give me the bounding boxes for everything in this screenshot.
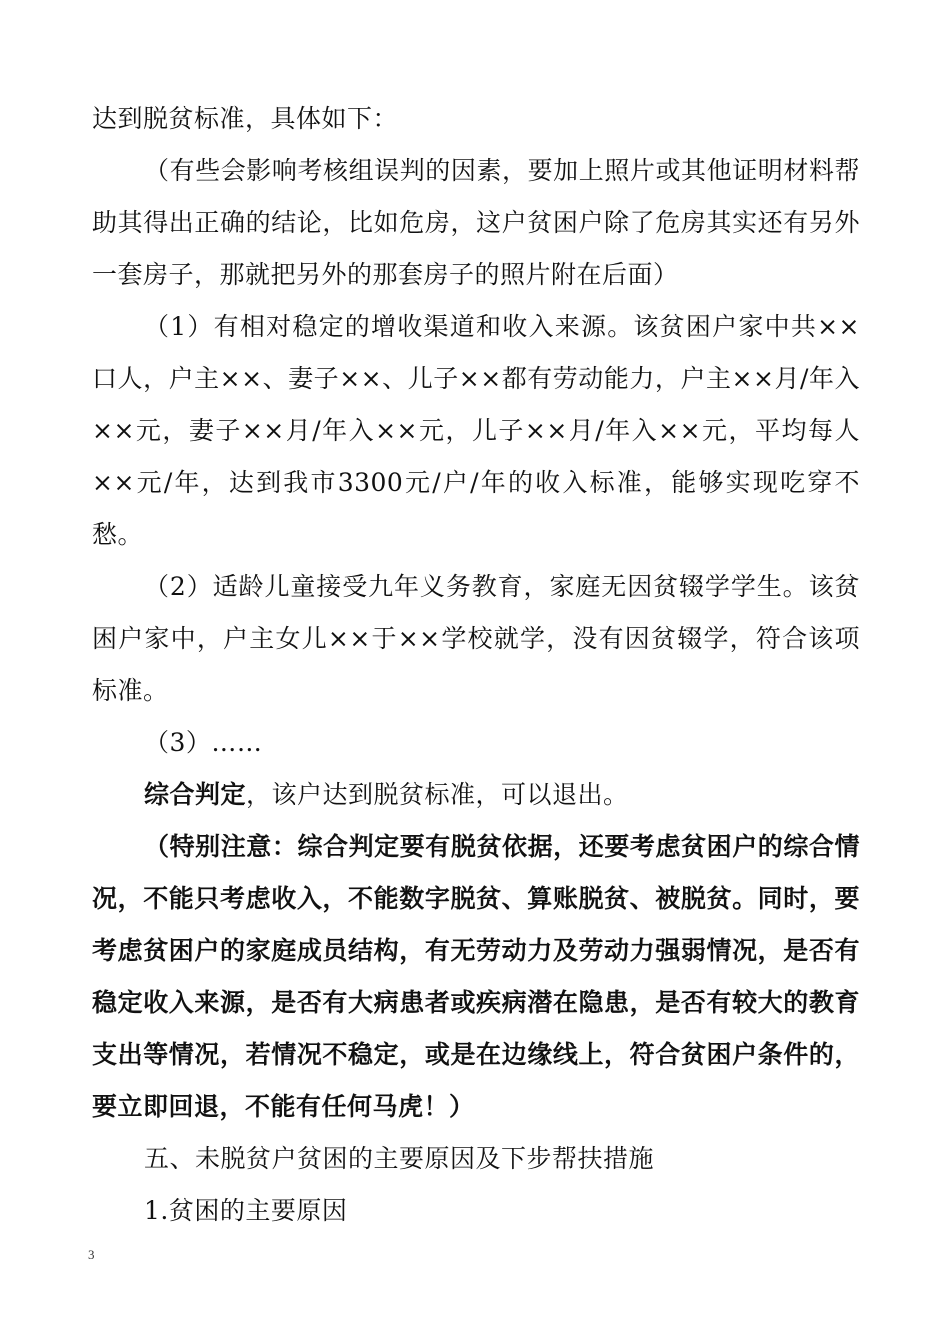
paragraph-income-criterion: （1）有相对稳定的增收渠道和收入来源。该贫困户家中共××口人，户主××、妻子××、儿子××都有劳动能力，户主××月/年入××元，妻子××月/年入××元，儿子××月/年入××元，平均每人××元/年，达到我市3300元/户/年的收入标准，能够实现吃穿不愁。: [92, 312, 860, 549]
paragraph-more-criteria: （3）……: [144, 728, 263, 757]
paragraph-overall-judgment: [92, 769, 860, 821]
paragraph-education-criterion: （2）适龄儿童接受九年义务教育，家庭无因贫辍学学生。该贫困户家中，户主女儿××于××学校就学，没有因贫辍学，符合该项标准。: [92, 572, 860, 705]
page-number: 3: [88, 1247, 95, 1262]
paragraph-evidence-note: （有些会影响考核组误判的因素，要加上照片或其他证明材料帮助其得出正确的结论，比如危房，这户贫困户除了危房其实还有另外一套房子，那就把另外的那套房子的照片附在后面）: [92, 156, 860, 289]
section-heading-five: 五、未脱贫户贫困的主要原因及下步帮扶措施: [144, 1144, 655, 1173]
paragraph-special-attention: （特别注意：综合判定要有脱贫依据，还要考虑贫困户的综合情况，不能只考虑收入，不能数字脱贫、算账脱贫、被脱贫。同时，要考虑贫困户的家庭成员结构，有无劳动力及劳动力强弱情况，是否有稳定收入来源，是否有大病患者或疾病潜在隐患，是否有较大的教育支出等情况，若情况不稳定，或是在边缘线上，符合贫困户条件的，要立即回退，不能有任何马虎！）: [92, 832, 860, 1121]
paragraph-standard-intro: 达到脱贫标准，具体如下：: [92, 104, 399, 133]
overall-judgment-text: ，该户达到脱贫标准，可以退出。: [246, 780, 629, 809]
overall-judgment-lead: 综合判定: [144, 780, 247, 809]
subheading-main-causes: 1.贫困的主要原因: [144, 1196, 348, 1225]
